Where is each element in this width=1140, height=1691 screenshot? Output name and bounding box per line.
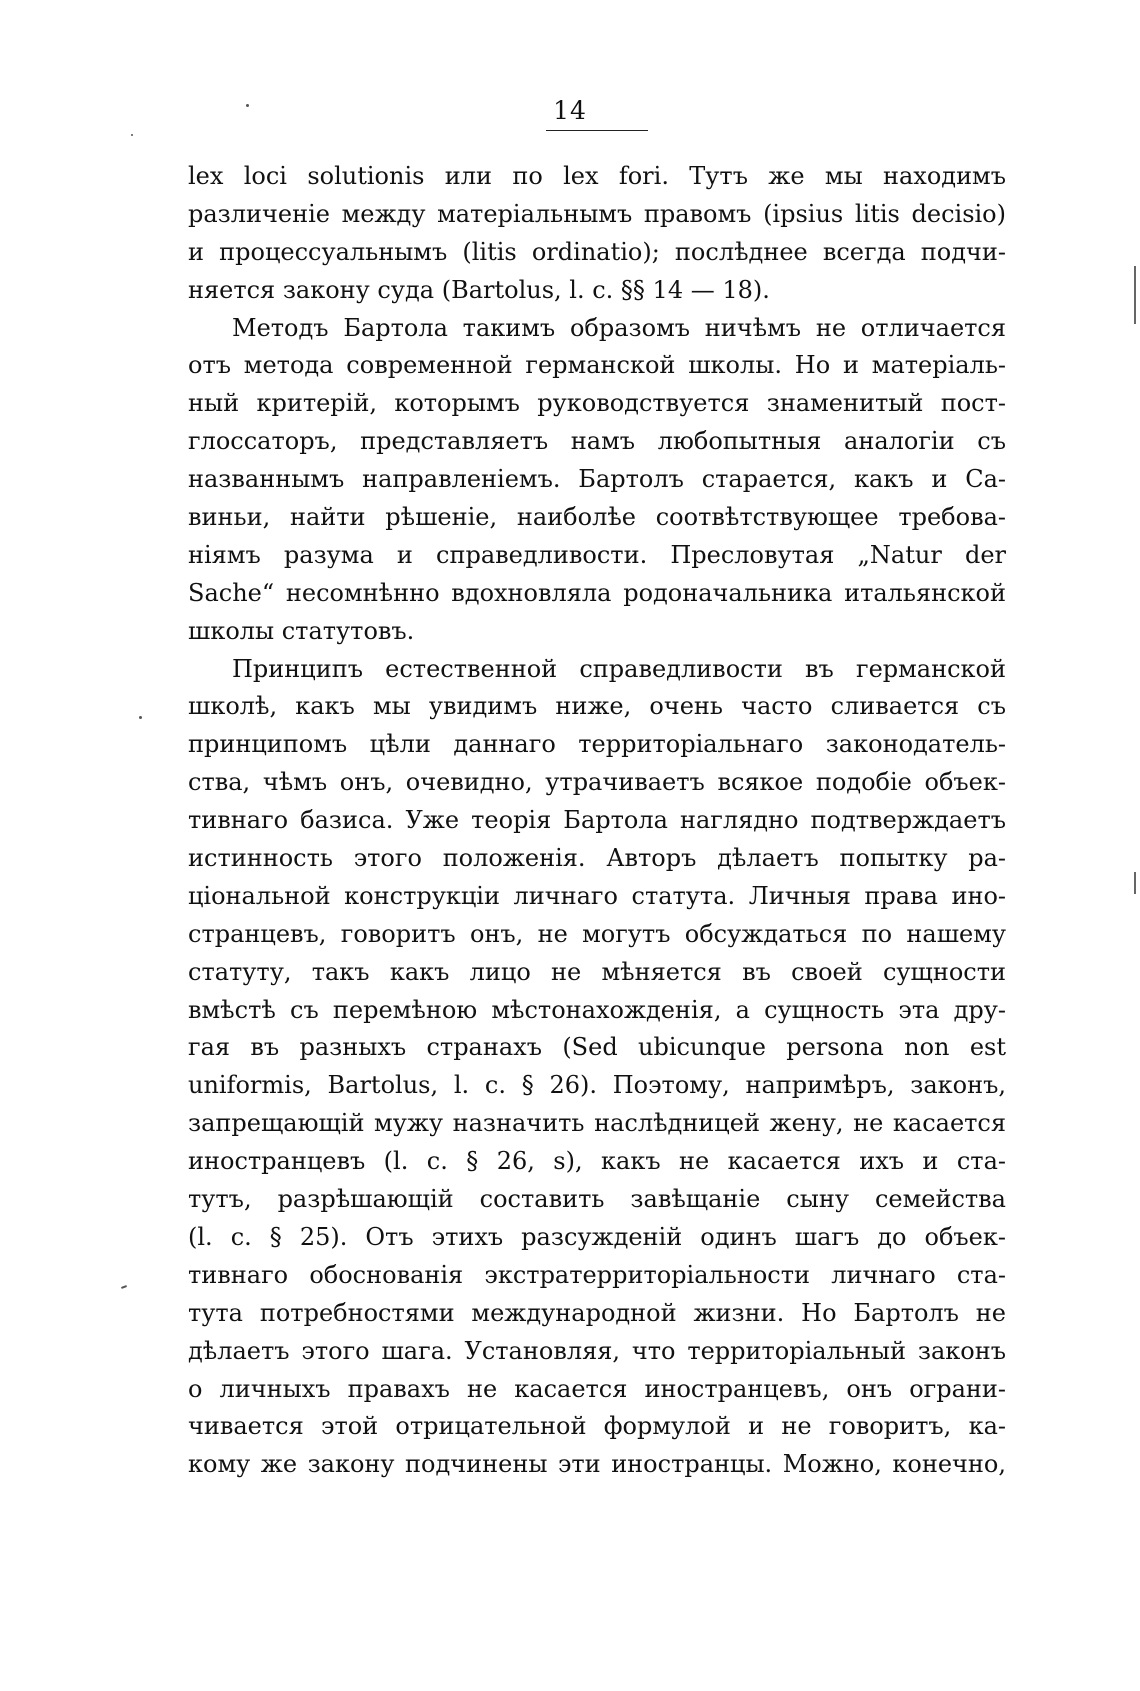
scan-speck xyxy=(121,1285,127,1289)
text-line: lex loci solutionis или по lex fori. Тутъ же мы находимъ xyxy=(188,162,1006,190)
text-line: и процессуальнымъ (litis ordinatio); послѣднее всегда подчи- xyxy=(188,237,1006,266)
text-line: дѣлаетъ этого шага. Установляя, что территоріальный законъ xyxy=(188,1336,1006,1365)
scan-speck xyxy=(131,134,133,136)
text-line: тивнаго обоснованія экстратерриторіальности личнаго ста- xyxy=(188,1260,1006,1289)
scan-speck xyxy=(139,716,142,719)
text-line: (l. c. § 25). Отъ этихъ разсужденій одинъ шагъ до объек- xyxy=(188,1222,1006,1251)
text-line: Принципъ естественной справедливости въ германской xyxy=(232,654,1006,683)
text-line: Sache“ несомнѣнно вдохновляла родоначальника итальянской xyxy=(188,578,1006,607)
text-line: отъ метода современной германской школы. Но и матеріаль- xyxy=(188,351,1006,380)
text-line: глоссаторъ, представляетъ намъ любопытныя аналогіи съ xyxy=(188,427,1006,456)
text-line: иностранцевъ (l. c. § 26, s), какъ не касается ихъ и ста- xyxy=(188,1147,1006,1176)
text-line: uniformis, Bartolus, l. c. § 26). Поэтому, напримѣръ, законъ, xyxy=(188,1071,1006,1100)
text-line: ціональной конструкціи личнаго статута. Личныя права ино- xyxy=(188,881,1006,910)
scan-speck xyxy=(246,104,249,107)
text-line: ства, чѣмъ онъ, очевидно, утрачиваетъ всякое подобіе объек- xyxy=(188,768,1006,797)
text-line: гая въ разныхъ странахъ (Sed ubicunque persona non est xyxy=(188,1033,1006,1062)
scan-edge-mark xyxy=(1134,266,1136,324)
text-line: названнымъ направленіемъ. Бартолъ старается, какъ и Са- xyxy=(188,465,1006,494)
page-number: 14 xyxy=(553,96,587,125)
text-line: статуту, такъ какъ лицо не мѣняется въ своей сущности xyxy=(188,957,1006,986)
text-line: принципомъ цѣли даннаго территоріальнаго законодатель- xyxy=(188,730,1006,759)
page-number-rule xyxy=(546,130,648,131)
text-line: школѣ, какъ мы увидимъ ниже, очень часто сливается съ xyxy=(188,692,1006,721)
text-line: истинность этого положенія. Авторъ дѣлаетъ попытку ра- xyxy=(188,844,1006,873)
text-line: кому же закону подчинены эти иностранцы. Можно, конечно, xyxy=(188,1450,1006,1479)
text-line: тутъ, разрѣшающій составить завѣщаніе сыну семейства xyxy=(188,1185,1006,1214)
text-line: чивается этой отрицательной формулой и не говоритъ, ка- xyxy=(188,1412,1006,1441)
text-line: запрещающій мужу назначить наслѣдницей жену, не касается xyxy=(188,1109,1006,1138)
text-line: тута потребностями международной жизни. Но Бартолъ не xyxy=(188,1298,1006,1327)
text-line: различеніе между матеріальнымъ правомъ (ipsius litis decisio) xyxy=(188,199,1006,228)
text-line: ный критерій, которымъ руководствуется знаменитый пост- xyxy=(188,389,1006,418)
text-line: вмѣстѣ съ перемѣною мѣстонахожденія, а сущность эта дру- xyxy=(188,995,1006,1024)
text-line: Методъ Бартола такимъ образомъ ничѣмъ не отличается xyxy=(232,313,1006,342)
text-line: ніямъ разума и справедливости. Пресловутая „Natur der xyxy=(188,540,1006,569)
text-line: странцевъ, говоритъ онъ, не могутъ обсуждаться по нашему xyxy=(188,919,1006,948)
text-line: тивнаго базиса. Уже теорія Бартола наглядно подтверждаетъ xyxy=(188,806,1006,835)
text-line: няется закону суда (Bartolus, l. c. §§ 14 — 18). xyxy=(188,275,770,304)
body-text xyxy=(188,158,1006,1484)
scan-edge-mark xyxy=(1134,872,1136,894)
text-line: виньи, найти рѣшеніе, наиболѣе соотвѣтствующее требова- xyxy=(188,503,1006,532)
text-line: школы статутовъ. xyxy=(188,616,415,645)
text-line: о личныхъ правахъ не касается иностранцевъ, онъ ограни- xyxy=(188,1374,1006,1403)
